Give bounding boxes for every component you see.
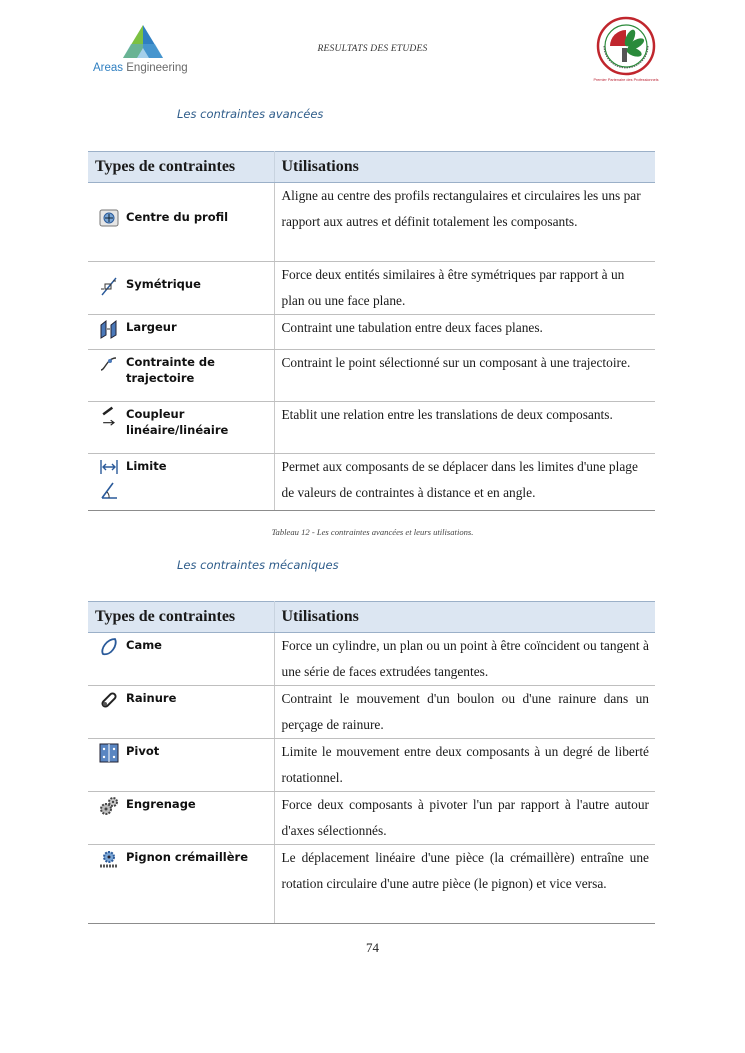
constraint-use-text: Limite le mouvement entre deux composants à un degré de liberté rotationnel. xyxy=(274,739,655,792)
gear-icon xyxy=(98,796,120,816)
constraint-use-text: Le déplacement linéaire d'une pièce (la crémaillère) entraîne une rotation circulaire d'une autre pièce (le pignon) et vice versa. xyxy=(274,845,655,924)
table-row xyxy=(88,183,655,262)
page-header-title: RESULTATS DES ETUDES xyxy=(317,44,428,54)
constraint-type-label: Came xyxy=(126,638,162,652)
column-header-uses: Utilisations xyxy=(274,152,655,183)
center-profile-icon xyxy=(98,209,120,229)
constraint-use-text: Contraint une tabulation entre deux faces planes. xyxy=(274,315,655,350)
table-row xyxy=(88,350,655,402)
advanced-constraints-table xyxy=(88,151,655,511)
page-number: 74 xyxy=(366,940,379,955)
table-header-row xyxy=(88,152,655,183)
limit-icon xyxy=(98,458,120,500)
seal-caption: Premier Partenaire des Professionnels xyxy=(593,78,659,82)
constraint-type-label: Engrenage xyxy=(126,797,196,811)
column-header-types: Types de contraintes xyxy=(88,602,274,633)
table-row xyxy=(88,633,655,686)
logo-word-areas: Areas xyxy=(93,62,124,74)
constraint-type-label: Contrainte de trajectoire xyxy=(126,355,215,385)
table-row xyxy=(88,845,655,924)
constraint-type-label: Centre du profil xyxy=(126,210,229,224)
constraint-type-label: Rainure xyxy=(126,691,177,705)
slot-icon xyxy=(98,690,120,710)
rack-pinion-icon xyxy=(98,849,120,869)
table-caption: Tableau 12 - Les contraintes avancées et leurs utilisations. xyxy=(271,527,474,537)
triangle-logo-icon xyxy=(113,22,173,62)
institution-seal xyxy=(594,16,658,80)
column-header-uses: Utilisations xyxy=(274,602,655,633)
constraint-use-text: Force deux entités similaires à être symétriques par rapport à un plan ou une face plane. xyxy=(274,262,655,315)
constraint-use-text: Contraint le mouvement d'un boulon ou d'une rainure dans un perçage de rainure. xyxy=(274,686,655,739)
cam-icon xyxy=(98,637,120,657)
table-row xyxy=(88,454,655,511)
path-icon xyxy=(98,354,120,374)
constraint-use-text: Contraint le point sélectionné sur un composant à une trajectoire. xyxy=(274,350,655,402)
constraint-use-text: Etablit une relation entre les translations de deux composants. xyxy=(274,402,655,454)
table-row xyxy=(88,315,655,350)
hinge-icon xyxy=(98,743,120,763)
column-header-types: Types de contraintes xyxy=(88,152,274,183)
table-row xyxy=(88,686,655,739)
constraint-type-label: Symétrique xyxy=(126,277,201,291)
table-row xyxy=(88,262,655,315)
width-icon xyxy=(98,319,120,339)
constraint-type-label: Coupleur linéaire/linéaire xyxy=(126,407,229,437)
constraint-use-text: Force deux composants à pivoter l'un par rapport à l'autre autour d'axes sélectionnés. xyxy=(274,792,655,845)
constraint-use-text: Force un cylindre, un plan ou un point à être coïncident ou tangent à une série de faces extrudées tangentes. xyxy=(274,633,655,686)
table-row xyxy=(88,792,655,845)
table-row xyxy=(88,739,655,792)
constraint-type-label: Pignon crémaillère xyxy=(126,850,249,864)
constraint-type-label: Pivot xyxy=(126,744,160,758)
section-title-mechanical: Les contraintes mécaniques xyxy=(177,558,339,572)
constraint-use-text: Aligne au centre des profils rectangulaires et circulaires les uns par rapport aux autres et définit totalement les composants. xyxy=(274,183,655,262)
table-header-row xyxy=(88,602,655,633)
linear-coupler-icon xyxy=(98,406,120,426)
table-row xyxy=(88,402,655,454)
constraint-use-text: Permet aux composants de se déplacer dans les limites d'une plage de valeurs de contraintes à distance et en angle. xyxy=(274,454,655,511)
section-title-advanced: Les contraintes avancées xyxy=(177,107,324,121)
seal-icon xyxy=(594,16,658,78)
mechanical-constraints-table xyxy=(88,601,655,924)
constraint-type-label: Largeur xyxy=(126,320,177,334)
constraint-type-label: Limite xyxy=(126,459,167,473)
logo-word-engineering: Engineering xyxy=(126,62,188,74)
symmetric-icon xyxy=(98,276,120,296)
